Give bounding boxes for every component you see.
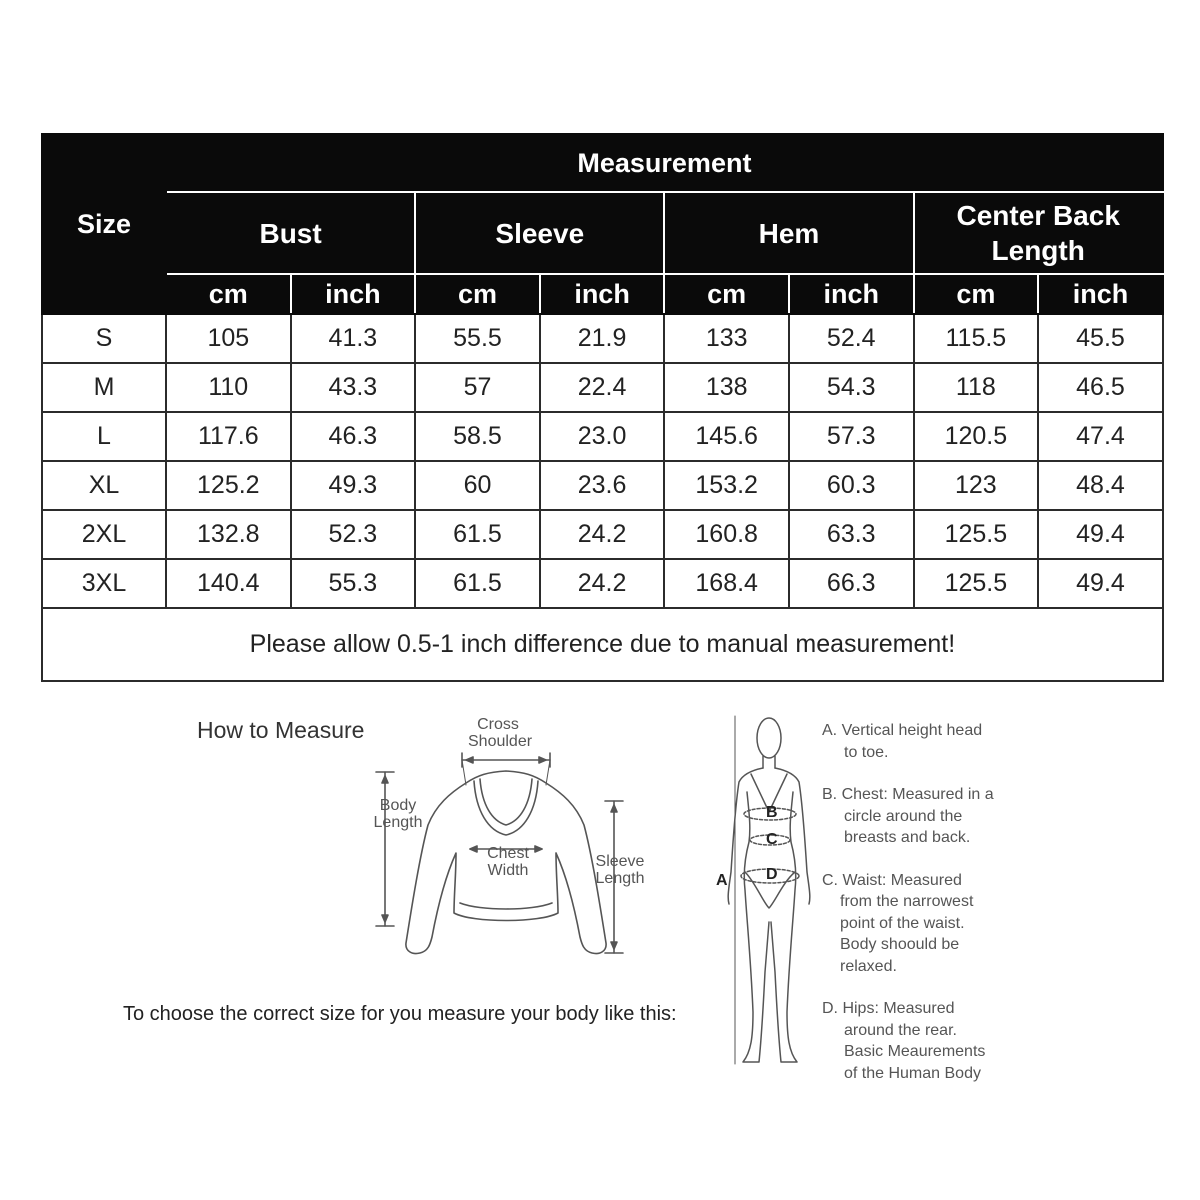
- measurement-cell: 110: [166, 363, 291, 412]
- measurement-cell: 61.5: [415, 510, 540, 559]
- table-row: [42, 461, 1163, 510]
- size-cell: S: [42, 314, 166, 363]
- measurement-cell: 24.2: [540, 559, 665, 608]
- note-d: D. Hips: Measured around the rear. Basic Meaurements of the Human Body: [822, 1000, 986, 1082]
- measurement-cell: 41.3: [291, 314, 416, 363]
- hem-header: Hem: [664, 192, 913, 274]
- measurement-cell: 125.5: [914, 510, 1039, 559]
- measurement-cell: 153.2: [664, 461, 789, 510]
- unit-inch-header: inch: [1038, 274, 1163, 314]
- center-back-length-header: Center Back Length: [914, 192, 1163, 274]
- unit-inch-header: inch: [789, 274, 914, 314]
- body-letter-b: B: [766, 804, 778, 821]
- measurement-cell: 55.3: [291, 559, 416, 608]
- measurement-cell: 43.3: [291, 363, 416, 412]
- sleeve-length-label: Sleeve Length: [595, 853, 645, 887]
- measurement-cell: 24.2: [540, 510, 665, 559]
- measurement-cell: 48.4: [1038, 461, 1163, 510]
- size-cell: M: [42, 363, 166, 412]
- body-letter-a: A: [716, 872, 728, 889]
- table-row: [42, 363, 1163, 412]
- measurement-header: Measurement: [166, 134, 1163, 192]
- size-column-header: Size: [42, 134, 166, 314]
- size-table-body: [42, 314, 1163, 608]
- measurement-cell: 145.6: [664, 412, 789, 461]
- measurement-cell: 46.5: [1038, 363, 1163, 412]
- measurement-cell: 23.0: [540, 412, 665, 461]
- measurement-cell: 138: [664, 363, 789, 412]
- body-length-label: Body Length: [373, 797, 423, 831]
- size-cell: 2XL: [42, 510, 166, 559]
- table-row: [42, 559, 1163, 608]
- measurement-cell: 61.5: [415, 559, 540, 608]
- measurement-cell: 46.3: [291, 412, 416, 461]
- how-to-measure-title: How to Measure: [197, 717, 365, 743]
- measurement-cell: 52.4: [789, 314, 914, 363]
- measurement-note: Please allow 0.5-1 inch difference due to manual measurement!: [42, 608, 1163, 681]
- measurement-cell: 115.5: [914, 314, 1039, 363]
- unit-inch-header: inch: [291, 274, 416, 314]
- measurement-cell: 57: [415, 363, 540, 412]
- unit-inch-header: inch: [540, 274, 665, 314]
- measurement-cell: 118: [914, 363, 1039, 412]
- measurement-cell: 132.8: [166, 510, 291, 559]
- unit-cm-header: cm: [166, 274, 291, 314]
- size-cell: L: [42, 412, 166, 461]
- measurement-cell: 55.5: [415, 314, 540, 363]
- measurement-cell: 63.3: [789, 510, 914, 559]
- note-c: C. Waist: Measured from the narrowest point of the waist. Body shoould be relaxed.: [822, 871, 974, 975]
- sleeve-header: Sleeve: [415, 192, 664, 274]
- chest-width-label: Chest Width: [487, 845, 529, 879]
- measurement-cell: 22.4: [540, 363, 665, 412]
- measurement-cell: 49.4: [1038, 510, 1163, 559]
- measurement-cell: 54.3: [789, 363, 914, 412]
- body-letter-d: D: [766, 866, 778, 883]
- measurement-cell: 123: [914, 461, 1039, 510]
- measurement-cell: 125.2: [166, 461, 291, 510]
- measurement-cell: 133: [664, 314, 789, 363]
- unit-cm-header: cm: [415, 274, 540, 314]
- measurement-cell: 21.9: [540, 314, 665, 363]
- table-row: [42, 314, 1163, 363]
- measurement-cell: 60: [415, 461, 540, 510]
- measurement-cell: 57.3: [789, 412, 914, 461]
- measurement-cell: 60.3: [789, 461, 914, 510]
- measurement-cell: 66.3: [789, 559, 914, 608]
- body-letter-c: C: [766, 831, 778, 848]
- measurement-cell: 160.8: [664, 510, 789, 559]
- measurement-cell: 47.4: [1038, 412, 1163, 461]
- size-cell: XL: [42, 461, 166, 510]
- measurement-cell: 49.3: [291, 461, 416, 510]
- size-chart-table: [41, 133, 1164, 682]
- table-row: [42, 412, 1163, 461]
- measurement-cell: 58.5: [415, 412, 540, 461]
- human-body-diagram: [715, 712, 825, 1072]
- cross-shoulder-label: Cross Shoulder: [468, 716, 533, 750]
- measurement-cell: 52.3: [291, 510, 416, 559]
- measurement-cell: 125.5: [914, 559, 1039, 608]
- bust-header: Bust: [166, 192, 415, 274]
- choose-size-instruction: To choose the correct size for you measure your body like this:: [123, 1003, 677, 1025]
- measurement-cell: 23.6: [540, 461, 665, 510]
- note-b: B. Chest: Measured in a circle around the breasts and back.: [822, 786, 994, 846]
- measurement-cell: 120.5: [914, 412, 1039, 461]
- measurement-cell: 45.5: [1038, 314, 1163, 363]
- measurement-cell: 105: [166, 314, 291, 363]
- unit-cm-header: cm: [914, 274, 1039, 314]
- measurement-cell: 168.4: [664, 559, 789, 608]
- unit-cm-header: cm: [664, 274, 789, 314]
- size-cell: 3XL: [42, 559, 166, 608]
- note-a: A. Vertical height head to toe.: [822, 722, 983, 761]
- measurement-cell: 49.4: [1038, 559, 1163, 608]
- measurement-cell: 117.6: [166, 412, 291, 461]
- measurement-cell: 140.4: [166, 559, 291, 608]
- measurement-notes: [822, 720, 1052, 1084]
- table-row: [42, 510, 1163, 559]
